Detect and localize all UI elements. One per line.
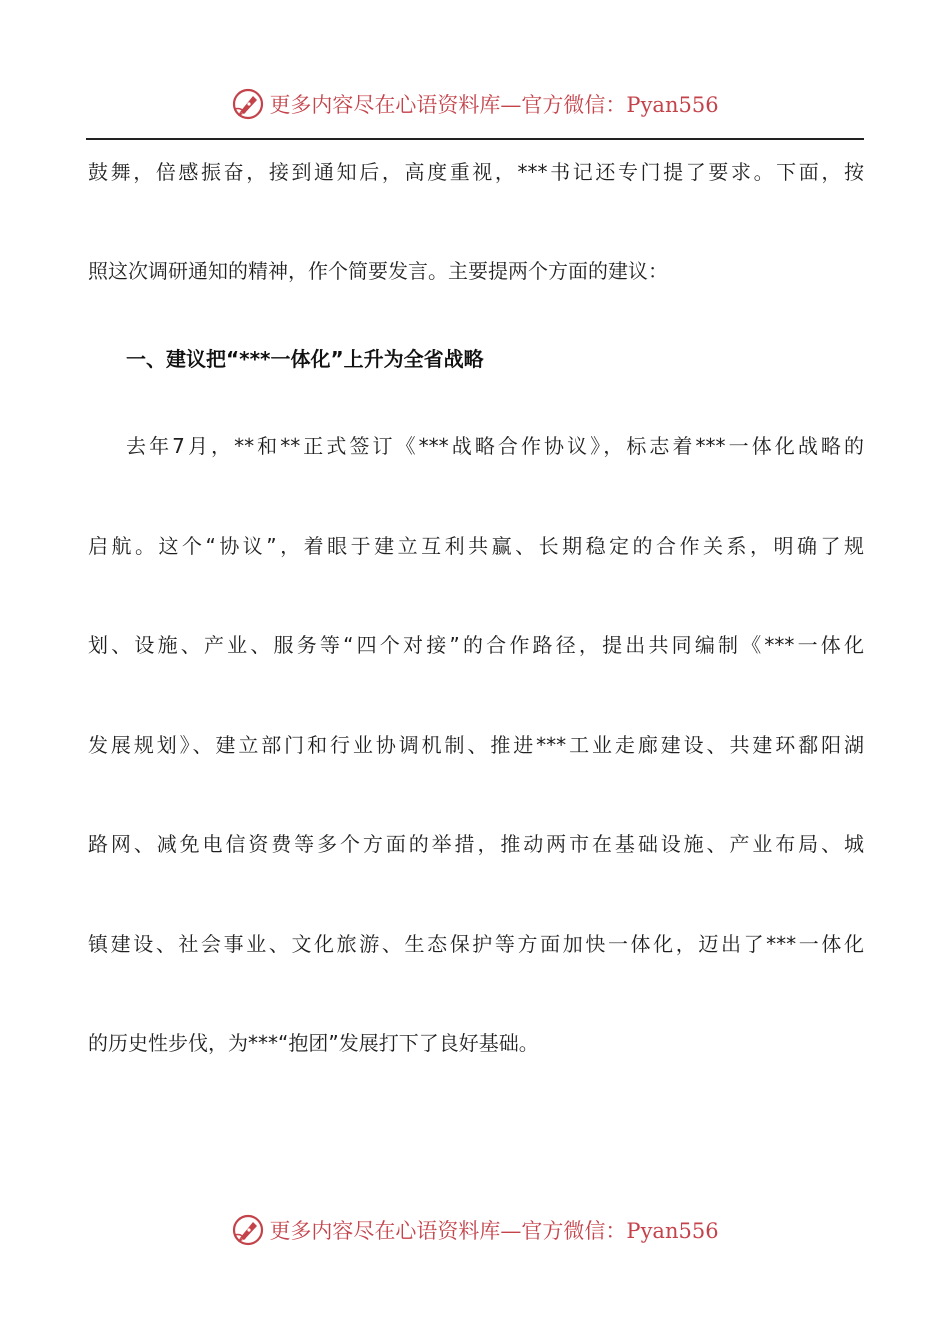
body-line-2: 照这次调研通知的精神，作个简要发言。主要提两个方面的建议： xyxy=(88,259,668,283)
body-line-6: 划、设施、产业、服务等“四个对接”的合作路径，提出共同编制《***一体化 xyxy=(88,633,864,657)
body-line-5: 启航。这个“协议”，着眼于建立互利共赢、长期稳定的合作关系，明确了规 xyxy=(88,534,864,558)
header-banner-text: 更多内容尽在心语资料库—官方微信：Pyan556 xyxy=(269,93,719,117)
body-line-1: 鼓舞，倍感振奋，接到通知后，高度重视，***书记还专门提了要求。下面，按 xyxy=(88,160,864,184)
section-heading: 一、建议把“***一体化”上升为全省战略 xyxy=(126,347,484,371)
footer-banner-text: 更多内容尽在心语资料库—官方微信：Pyan556 xyxy=(269,1219,719,1243)
body-line-7: 发展规划》、建立部门和行业协调机制、推进***工业走廊建设、共建环鄱阳湖 xyxy=(88,733,864,757)
body-line-4: 去年7月，**和**正式签订《***战略合作协议》，标志着***一体化战略的 xyxy=(126,434,864,458)
pen-nib-logo-icon xyxy=(231,87,265,121)
header-divider xyxy=(86,138,864,140)
body-line-10: 的历史性步伐，为***“抱团”发展打下了良好基础。 xyxy=(88,1031,539,1055)
pen-nib-logo-icon xyxy=(231,1213,265,1247)
body-line-8: 路网、减免电信资费等多个方面的举措，推动两市在基础设施、产业布局、城 xyxy=(88,832,864,856)
header-banner xyxy=(0,84,950,124)
body-line-9: 镇建设、社会事业、文化旅游、生态保护等方面加快一体化，迈出了***一体化 xyxy=(88,932,864,956)
footer-banner xyxy=(0,1210,950,1250)
